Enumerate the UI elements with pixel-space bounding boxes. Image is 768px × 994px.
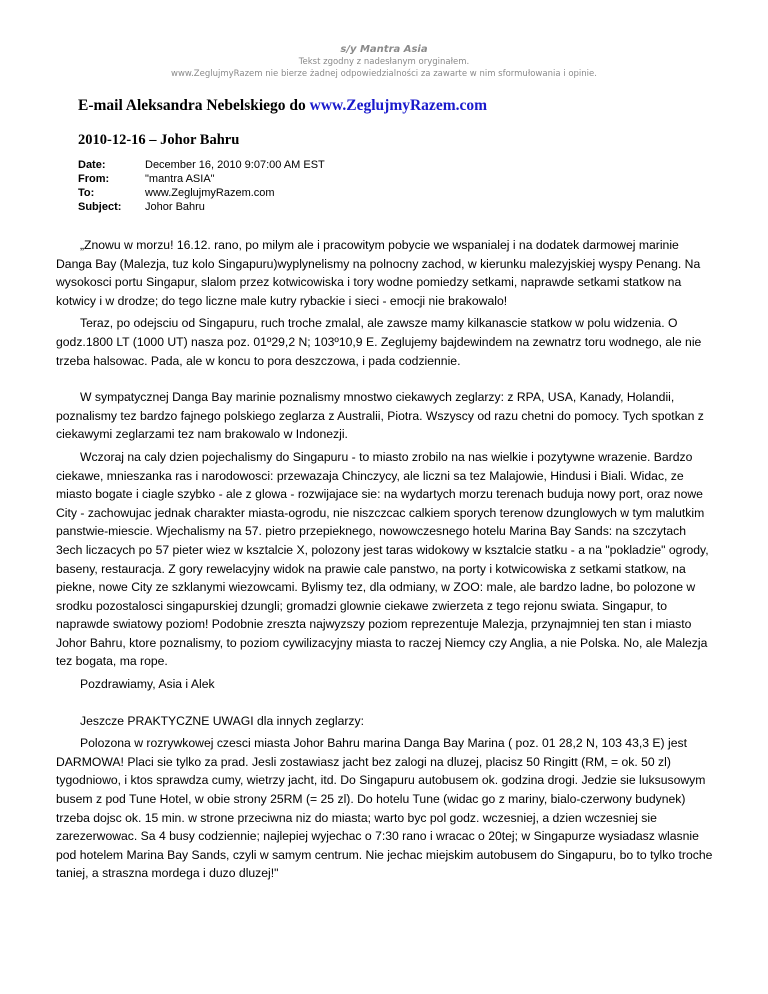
signature: Pozdrawiamy, Asia i Alek (80, 677, 215, 692)
body-paragraph: „Znowu w morzu! 16.12. rano, po milym ale i pracowitym pobycie we wspanialej i na dodatek darmowej marinie Danga Bay (Malezja, tuz kolo Singapuru)wyplynelismy na polnocny zachod, w kierunku malezyjskiej wyspy Penang. Na wysokosci portu Singapur, slalom przez kotwicowiska i tory wodne pomiedzy setkami, naprawde setkami statkow na kotwicy i w drodze; do tego liczne male kutry rybackie i sieci - emocji nie brakowalo! (56, 238, 701, 308)
body-paragraph: Wczoraj na caly dzien pojechalismy do Singapuru - to miasto zrobilo na nas wielkie i pozytywne wrazenie. Bardzo ciekawe, mnieszanka ras i narodowosci: przewazaja Chinczycy, ale liczni sa tez Malajowie, Hindusi i Biali. Widac, ze miasto bogate i ciagle szybko - ale z glowa - rozwijajace sie: na wydartych morzu terenach buduja nowy port, oraz nowe City - zachowujac jednak charakter miasta-ogrodu, nie niszczcac calkiem sporych terenow dzunglowych w tym malutkim panstwie-miescie. Wjechalismy na 57. pietro przepieknego, nowowczesnego hotelu Marina Bay Sands: na szczytach 3ech liczacych po 57 pieter wiez w ksztalcie X, polozony jest taras widokowy w ksztalcie statku - a na "pokladzie" ogrody, baseny, restauracja. Z gory rewelacyjny widok na prawie cale panstwo, na porty i kotwicowiska z setkami statkow, na piekne, nowe City ze szklanymi wiezowcami. Bylismy tez, dla odmiany, w ZOO: male, ale bardzo ladne, bo polozone w srodku pozostalosci singapurskiej dzungli; gromadzi glownie ciekawe zwierzeta z tego rejonu swiata. Singapur, to naprawde swiatowy poziom! Podobnie zreszta najwyzszy poziom reprezentuje Malezja, przynajmniej ten stan i miasto Johor Bahru, ktore poznalismy, to poziom cywilizacyjny miasta to raczej Niemcy czy Anglia, a nie Polska. No, ale Malezja tez bogata, ma rope. (56, 449, 709, 669)
meta-row-subject (78, 200, 325, 214)
meta-key: From: (78, 173, 110, 185)
meta-row-date (78, 158, 325, 172)
mail-title-link[interactable]: www.ZeglujmyRazem.com (309, 97, 488, 114)
mail-header-block (78, 96, 698, 214)
meta-key: To: (78, 187, 95, 199)
header-disclaimer-line-2: www.ZeglujmyRazem nie bierze żadnej odpowiedzialności za zawarte w nim sformułowania i opinie. (171, 69, 597, 79)
meta-value: Johor Bahru (145, 201, 205, 213)
meta-key: Subject: (78, 201, 122, 213)
body-paragraph: Polozona w rozrywkowej czesci miasta Johor Bahru marina Danga Bay Marina ( poz. 01 28,2 N, 103 43,3 E) jest DARMOWA! Placi sie tylko za prad. Jesli zostawiasz jacht bez zalogi na dluzej, placisz 50 Ringitt (RM, = ok. 50 zl) tygodniowo, i ktos sprawdza cumy, wietrzy jacht, itd. Do Singapuru autobusem ok. godzina drogi. Jedzie sie luksusowym busem z pod Tune Hotel, w obie strony 25RM (= 25 zl). Do hotelu Tune (widac go z mariny, bialo-czerwony budynek) trzeba dojsc ok. 15 min. w strone przeciwna niz do miasta; warto byc pol godz. wczesniej, a dzien wczesniej sie zarezerwowac. Sa 4 busy codziennie; najlepiej wyjechac o 7:30 rano i wracac o 20tej; w Singapurze wysiadasz wlasnie pod hotelem Marina Bay Sands, czyli w samym centrum. Nie jechac miejskim autobusem do Singapuru, bo to tylko troche taniej, a straszna mordega i duzo dluzej!" (56, 736, 713, 881)
practical-notes-heading: Jeszcze PRAKTYCZNE UWAGI dla innych zeglarzy: (80, 713, 365, 728)
meta-value: December 16, 2010 9:07:00 AM EST (145, 159, 325, 171)
body-paragraph: Teraz, po odejsciu od Singapuru, ruch troche zmalal, ale zawsze mamy kilkanascie statkow w polu widzenia. O godz.1800 LT (1000 UT) nasza poz. 01º29,2 N; 103º10,9 E. Zeglujemy bajdewindem na zewnatrz toru wodnego, ale nie trzeba halsowac. Pada, ale w koncu to pora deszczowa, i pada codziennie. (56, 316, 702, 368)
mail-date-heading: 2010-12-16 – Johor Bahru (78, 132, 240, 148)
mail-meta-table (78, 158, 325, 214)
meta-value: "mantra ASIA" (145, 173, 215, 185)
mail-title (78, 96, 698, 116)
meta-row-to (78, 186, 325, 200)
header-disclaimer-line-1: Tekst zgodny z nadesłanym oryginałem. (298, 57, 470, 67)
body-paragraph: W sympatycznej Danga Bay marinie poznalismy mnostwo ciekawych zeglarzy: z RPA, USA, Kanady, Holandii, poznalismy tez bardzo fajnego polskiego zeglarza z Australii, Piotra. Wszyscy od razu chetni do pomocy. Tych spotkan z ciekawymi zeglarzami tez nam brakowalo w Indonezji. (56, 390, 704, 442)
meta-row-from (78, 172, 325, 186)
mail-body (56, 236, 713, 887)
document-header (0, 44, 768, 80)
meta-value: www.ZeglujmyRazem.com (145, 187, 275, 199)
header-title: s/y Mantra Asia (340, 44, 428, 55)
meta-key: Date: (78, 159, 106, 171)
mail-title-prefix: E-mail Aleksandra Nebelskiego do (78, 97, 310, 114)
